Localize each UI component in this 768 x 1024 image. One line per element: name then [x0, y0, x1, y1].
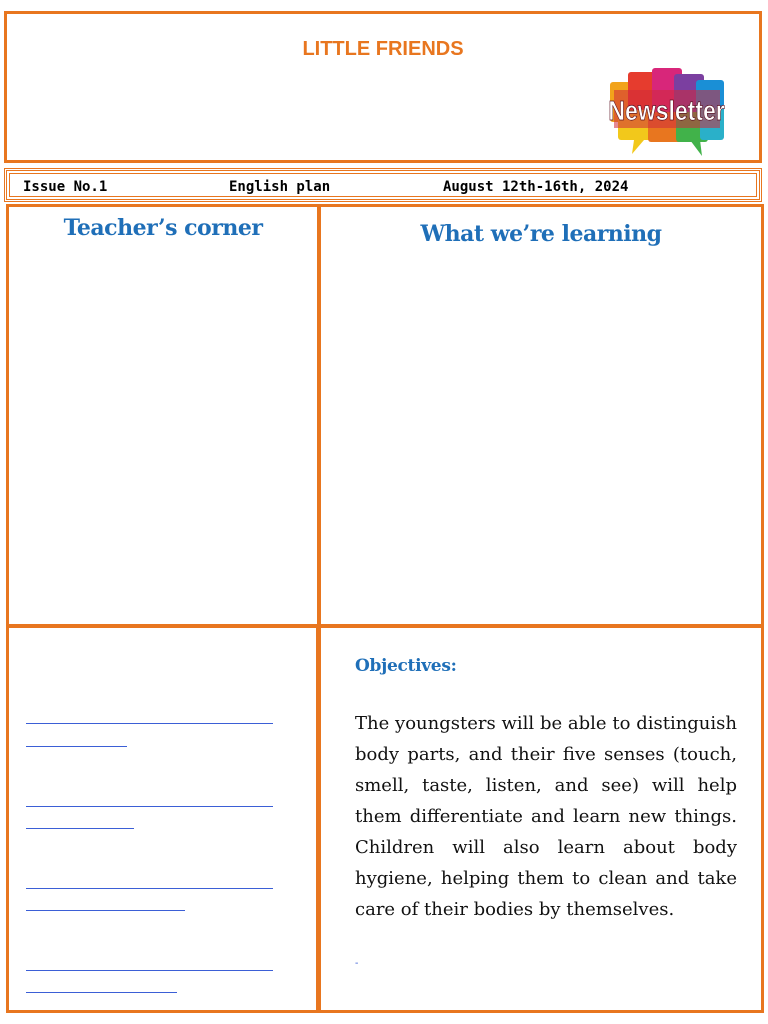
objectives-box — [318, 625, 764, 1013]
link-line[interactable] — [26, 828, 134, 829]
link-line[interactable] — [26, 888, 273, 889]
link-line[interactable] — [26, 992, 177, 993]
newsletter-logo — [604, 64, 728, 158]
objectives-text: The youngsters will be able to distinguish body parts, and their five senses (touch, smell, taste, listen, and see) will help them differentiate and learn new things. Children will also learn about body hygiene, helping them to clean and take care of their bodies by themselves. — [355, 713, 737, 920]
logo-text: Newsletter — [608, 95, 725, 127]
teachers-corner-heading: Teacher’s corner — [63, 215, 263, 241]
link-line[interactable] — [26, 910, 185, 911]
link-line[interactable] — [26, 723, 273, 724]
issue-number: Issue No.1 — [23, 179, 108, 195]
learning-box — [318, 204, 764, 627]
link-line[interactable] — [26, 970, 273, 971]
link-line[interactable] — [26, 806, 273, 807]
links-box — [6, 625, 320, 1013]
newsletter-title: LITTLE FRIENDS — [302, 38, 464, 60]
plan-label: English plan — [229, 179, 331, 195]
issue-date: August 12th-16th, 2024 — [443, 179, 629, 195]
objectives-heading: Objectives: — [355, 656, 457, 676]
learning-heading: What we’re learning — [420, 221, 662, 247]
trailing-dash: - — [355, 958, 359, 969]
issue-bar — [4, 168, 762, 202]
link-line[interactable] — [26, 746, 127, 747]
teachers-corner-box — [6, 204, 320, 627]
